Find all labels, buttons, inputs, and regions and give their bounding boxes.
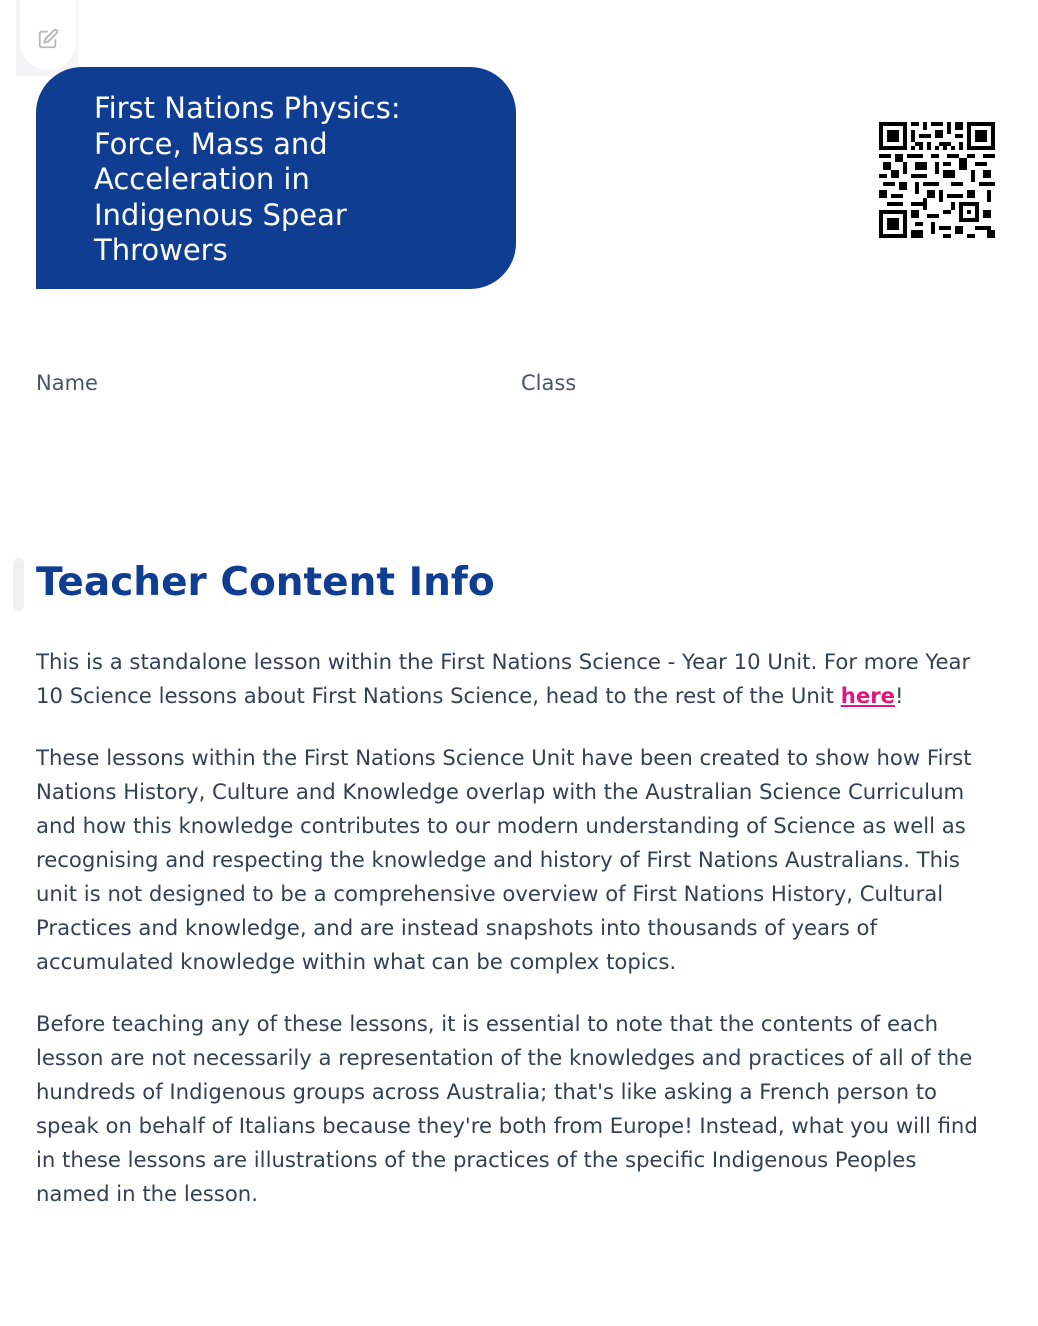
- page-title: First Nations Physics: Force, Mass and Acceleration in Indigenous Spear Throwers: [94, 91, 401, 267]
- paragraph-text: This is a standalone lesson within the First Nations Science - Year 10 Unit. For more Year 10 Science lessons about First Nations Science, head to the rest of the Unit: [36, 649, 971, 708]
- section-drag-handle[interactable]: [13, 558, 24, 611]
- class-field-label: Class: [521, 371, 577, 395]
- name-field-label: Name: [36, 371, 98, 395]
- paragraph-intro: [36, 645, 996, 713]
- qr-code-icon: [879, 122, 995, 238]
- paragraph-text: !: [895, 683, 904, 708]
- unit-link[interactable]: here: [840, 683, 896, 708]
- section-heading: Teacher Content Info: [36, 560, 495, 605]
- edit-button[interactable]: [20, 0, 76, 70]
- edit-tab: [16, 0, 78, 76]
- title-banner: [36, 67, 516, 289]
- pencil-square-icon: [37, 28, 59, 54]
- paragraph-purpose: These lessons within the First Nations Science Unit have been created to show how First Nations History, Culture and Knowledge overlap with the Australian Science Curriculum and how this knowledge contributes to our modern understanding of Science as well as recognising and respecting the knowledge and history of First Nations Australians. This unit is not designed to be a comprehensive overview of First Nations History, Cultural Practices and knowledge, and are instead snapshots into thousands of years of accumulated knowledge within what can be complex topics.: [36, 745, 972, 974]
- paragraph-caution: Before teaching any of these lessons, it is essential to note that the contents of each lesson are not necessarily a representation of the knowledges and practices of all of the hundreds of Indigenous groups across Australia; that's like asking a French person to speak on behalf of Italians because they're both from Europe! Instead, what you will find in these lessons are illustrations of the practices of the specific Indigenous Peoples named in the lesson.: [36, 1011, 978, 1206]
- teacher-content-body: [36, 645, 996, 1239]
